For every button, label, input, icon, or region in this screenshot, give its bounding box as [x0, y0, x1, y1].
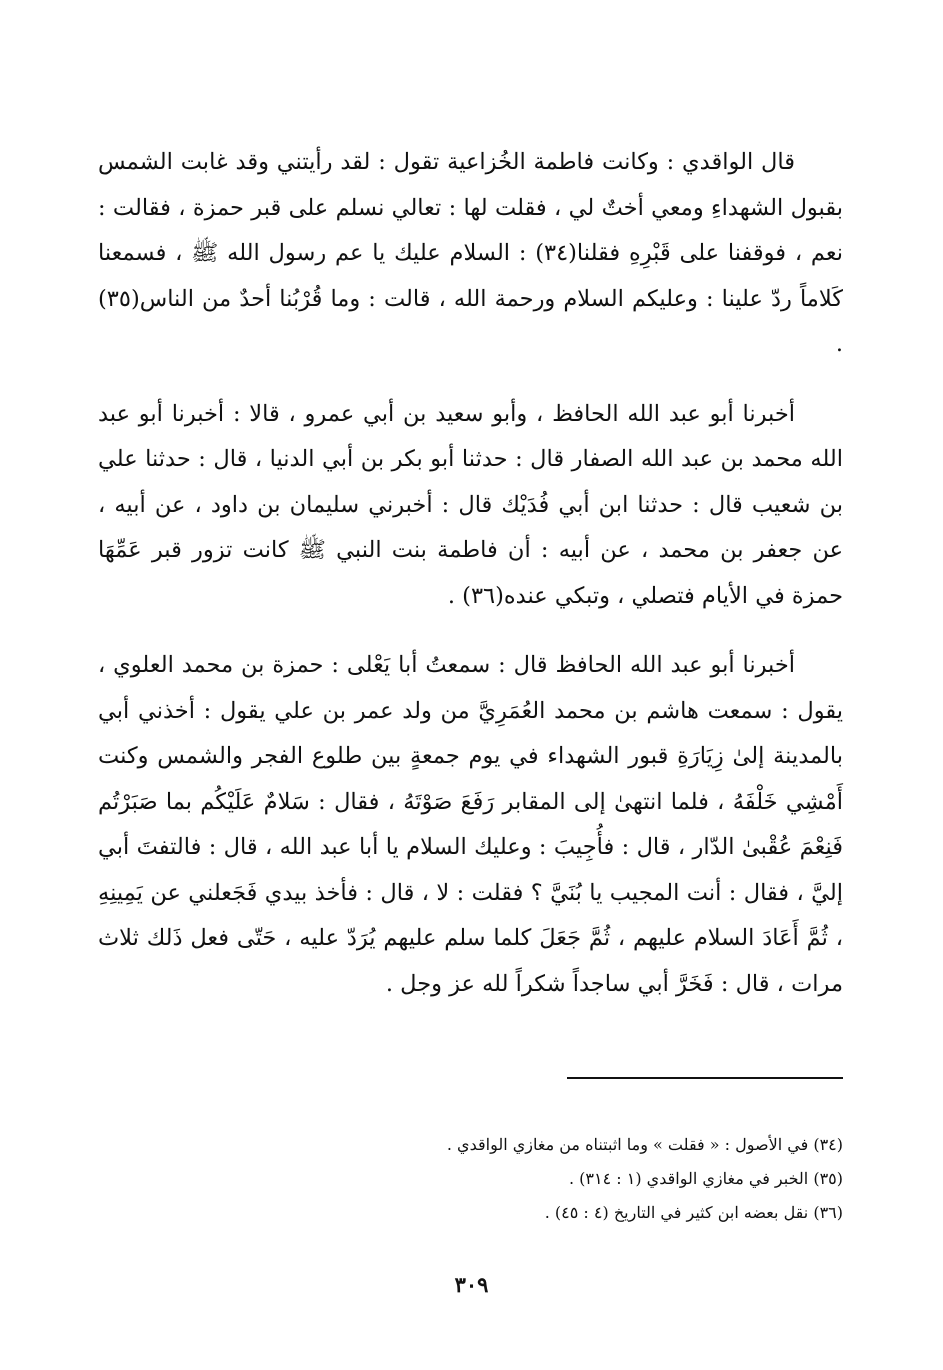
paragraph-fatima-visit: أخبرنا أبو عبد الله الحافظ ، وأبو سعيد بن أبي عمرو ، قالا : أخبرنا أبو عبد الله محمد بن عبد الله الصفار قال : حدثنا أبو بكر بن أبي الدنيا ، قال : حدثنا علي بن شعيب قال : حدثنا ابن أبي فُدَيْك قال : أخبرني سليمان بن داود ، عن أبيه ، عن جعفر بن محمد ، عن أبيه : أن فاطمة بنت النبي ﷺ كانت تزور قبر عَمِّهَا حمزة في الأيام فتصلي ، وتبكي عنده(٣٦) .	[98, 400, 843, 609]
paragraph-waqidi: قال الواقدي : وكانت فاطمة الخُزاعية تقول : لقد رأيتني وقد غابت الشمس بقبول الشهداءِ ومعي أختٌ لي ، فقلت لها : تعالي نسلم على قبر حمزة ، فقالت : نعم ، فوقفنا على قَبْرِهِ فقلنا(٣٤) : السلام عليك يا عم رسول الله ﷺ ، فسمعنا كَلاماً ردّ علينا : وعليكم السلام ورحمة الله ، قالت : وما قُرْبُنا أحدٌ من الناس(٣٥) .	[98, 149, 843, 357]
main-text	[98, 140, 843, 1031]
footnote-34: (٣٤) في الأصول : « فقلت » وما اثبتناه من مغازي الواقدي .	[446, 1135, 843, 1154]
footnotes	[98, 1128, 843, 1230]
page-number: ٣٠٩	[454, 1272, 489, 1297]
paragraph-hashim: أخبرنا أبو عبد الله الحافظ قال : سمعتُ أبا يَعْلى : حمزة بن محمد العلوي ، يقول : سمعت هاشم بن محمد العُمَرِيَّ من ولد عمر بن علي يقول : أخذني أبي بالمدينة إلىٰ زِيَارَةِ قبور الشهداء في يوم جمعةٍ بين طلوع الفجر والشمس وكنت أَمْشِي خَلْفَهُ ، فلما انتهىٰ إلى المقابر رَفَعَ صَوْتَهُ ، فقال : سَلامٌ عَلَيْكُم بما صَبَرْتُم فَنِعْمَ عُقْبىٰ الدّار ، قال : فأُجِيبَ : وعليك السلام يا أبا عبد الله ، قال : فالتفتَ أبي إليَّ ، فقال : أنت المجيب يا بُنَيَّ ؟ فقلت : لا ، قال : فأخذ بيدي فَجَعلني عن يَمِينِهِ ، ثُمَّ أَعَادَ السلام عليهم ، ثُمَّ جَعَلَ كلما سلم عليهم يُرَدّ عليه ، حَتّى فعل ذَلك ثلاث مرات ، قال : فَخَرَّ أبي ساجداً شكراً لله عز وجل .	[98, 652, 843, 997]
footnote-35: (٣٥) الخبر في مغازي الواقدي (١ : ٣١٤) .	[568, 1169, 843, 1188]
footnote-36: (٣٦) نقل بعضه ابن كثير في التاريخ (٤ : ٤٥) .	[544, 1203, 843, 1222]
footnote-divider	[567, 1077, 843, 1079]
